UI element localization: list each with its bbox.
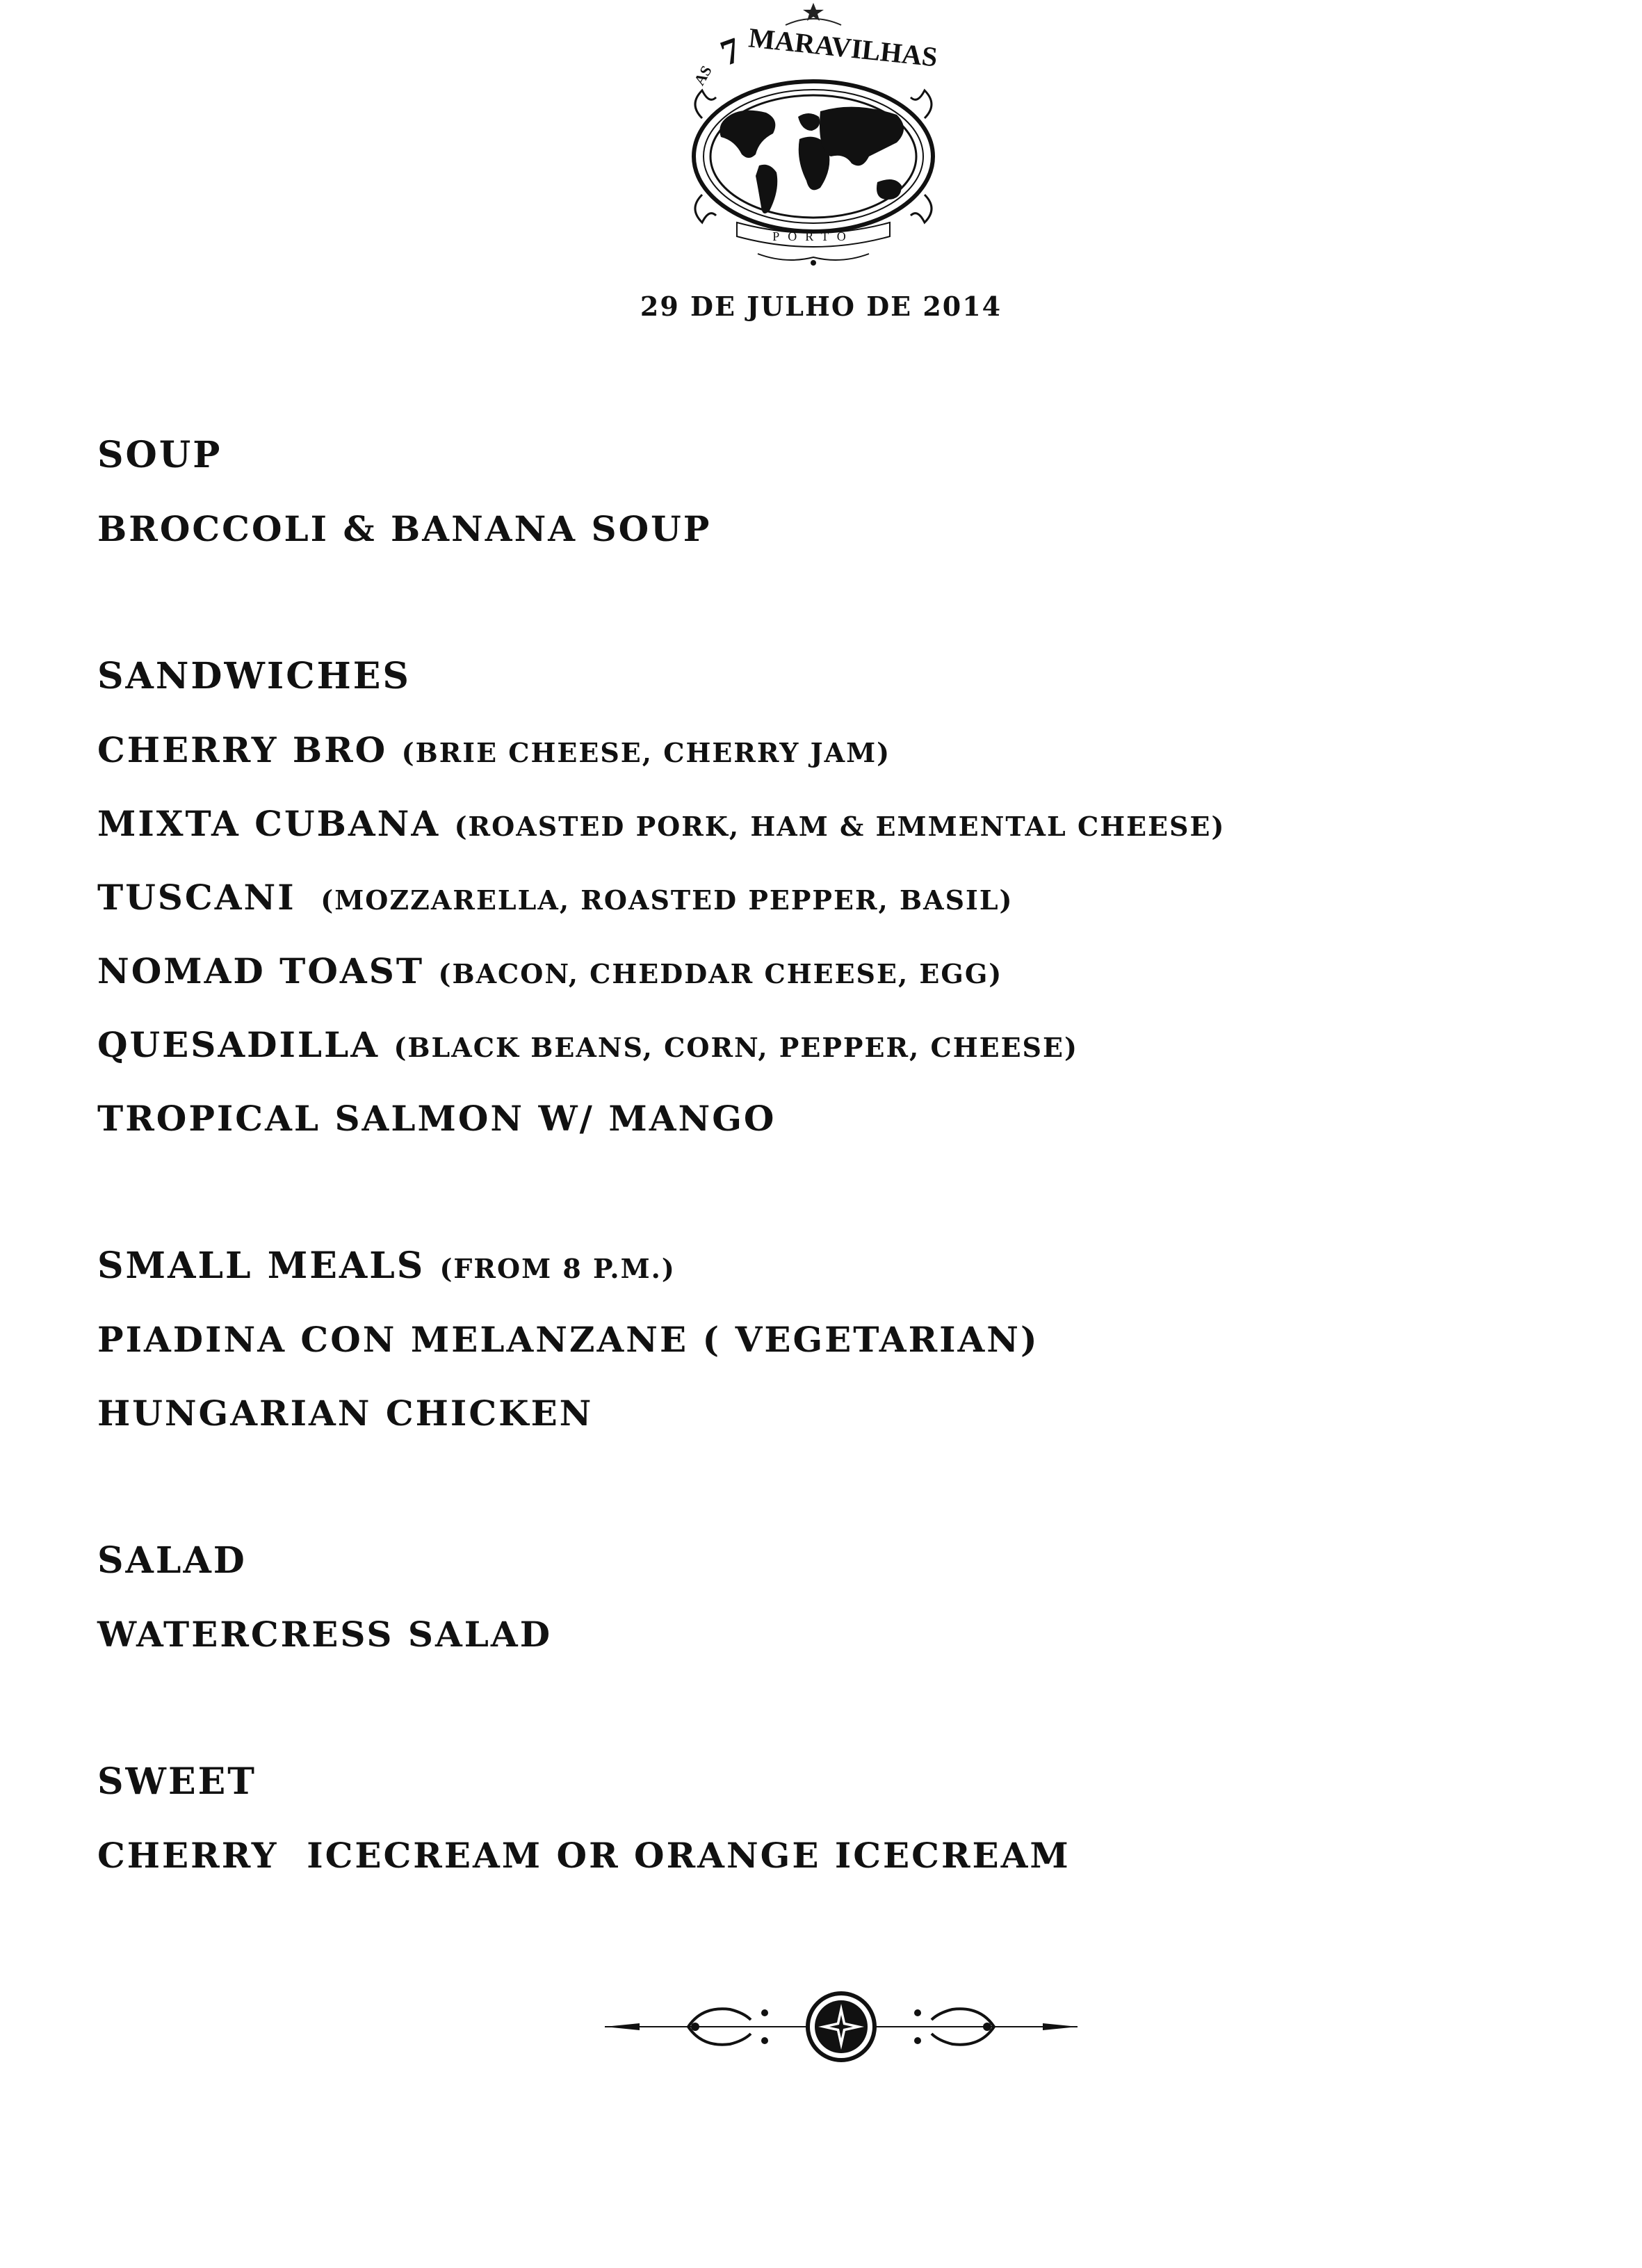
menu-item: PIADINA CON MELANZANE ( VEGETARIAN)	[97, 1319, 1039, 1360]
logo-city: PORTO	[772, 229, 854, 243]
section-title-salad: SALAD	[97, 1539, 247, 1582]
item-name: QUESADILLA	[97, 1024, 380, 1065]
item-detail: (ROASTED PORK, HAM & EMMENTAL CHEESE)	[454, 811, 1226, 842]
menu-item	[97, 873, 1557, 947]
menu-item	[97, 1094, 1557, 1168]
item-name: MIXTA CUBANA	[97, 803, 441, 844]
item-name: NOMAD TOAST	[97, 950, 425, 991]
menu-date: 29 DE JULHO DE 2014	[640, 291, 1002, 322]
menu-item	[97, 947, 1557, 1021]
logo-number: 7	[715, 30, 747, 74]
item-name: TROPICAL SALMON W/ MANGO	[97, 1098, 777, 1139]
menu-body	[97, 431, 1557, 1905]
compass-divider-icon	[598, 1988, 1084, 2065]
section-title-sandwiches: SANDWICHES	[97, 655, 411, 697]
item-detail: (BRIE CHEESE, CHERRY JAM)	[401, 737, 891, 768]
menu-item: BROCCOLI & BANANA SOUP	[97, 508, 712, 549]
menu-item: CHERRY ICECREAM OR ORANGE ICECREAM	[97, 1835, 1071, 1876]
section-title-small-meals	[97, 1242, 1557, 1315]
logo-as-text: AS	[690, 63, 715, 88]
item-detail: (MOZZARELLA, ROASTED PEPPER, BASIL)	[310, 884, 1014, 916]
section-title-sweet: SWEET	[97, 1760, 257, 1803]
section-note: (FROM 8 P.M.)	[439, 1253, 676, 1284]
section-title-soup: SOUP	[97, 434, 222, 476]
item-name: CHERRY BRO	[97, 729, 388, 770]
menu-item: WATERCRESS SALAD	[97, 1614, 553, 1655]
item-detail: (BACON, CHEDDAR CHEESE, EGG)	[438, 958, 1003, 989]
menu-item	[97, 726, 1557, 800]
item-detail: (BLACK BEANS, CORN, PEPPER, CHEESE)	[393, 1032, 1078, 1063]
menu-item	[97, 800, 1557, 873]
logo-name: MARAVILHAS	[747, 22, 939, 73]
menu-item: HUNGARIAN CHICKEN	[97, 1393, 594, 1434]
item-name: TUSCANI	[97, 877, 296, 918]
menu-item	[97, 1021, 1557, 1094]
restaurant-logo	[681, 0, 945, 271]
section-title: SMALL MEALS	[97, 1245, 425, 1287]
